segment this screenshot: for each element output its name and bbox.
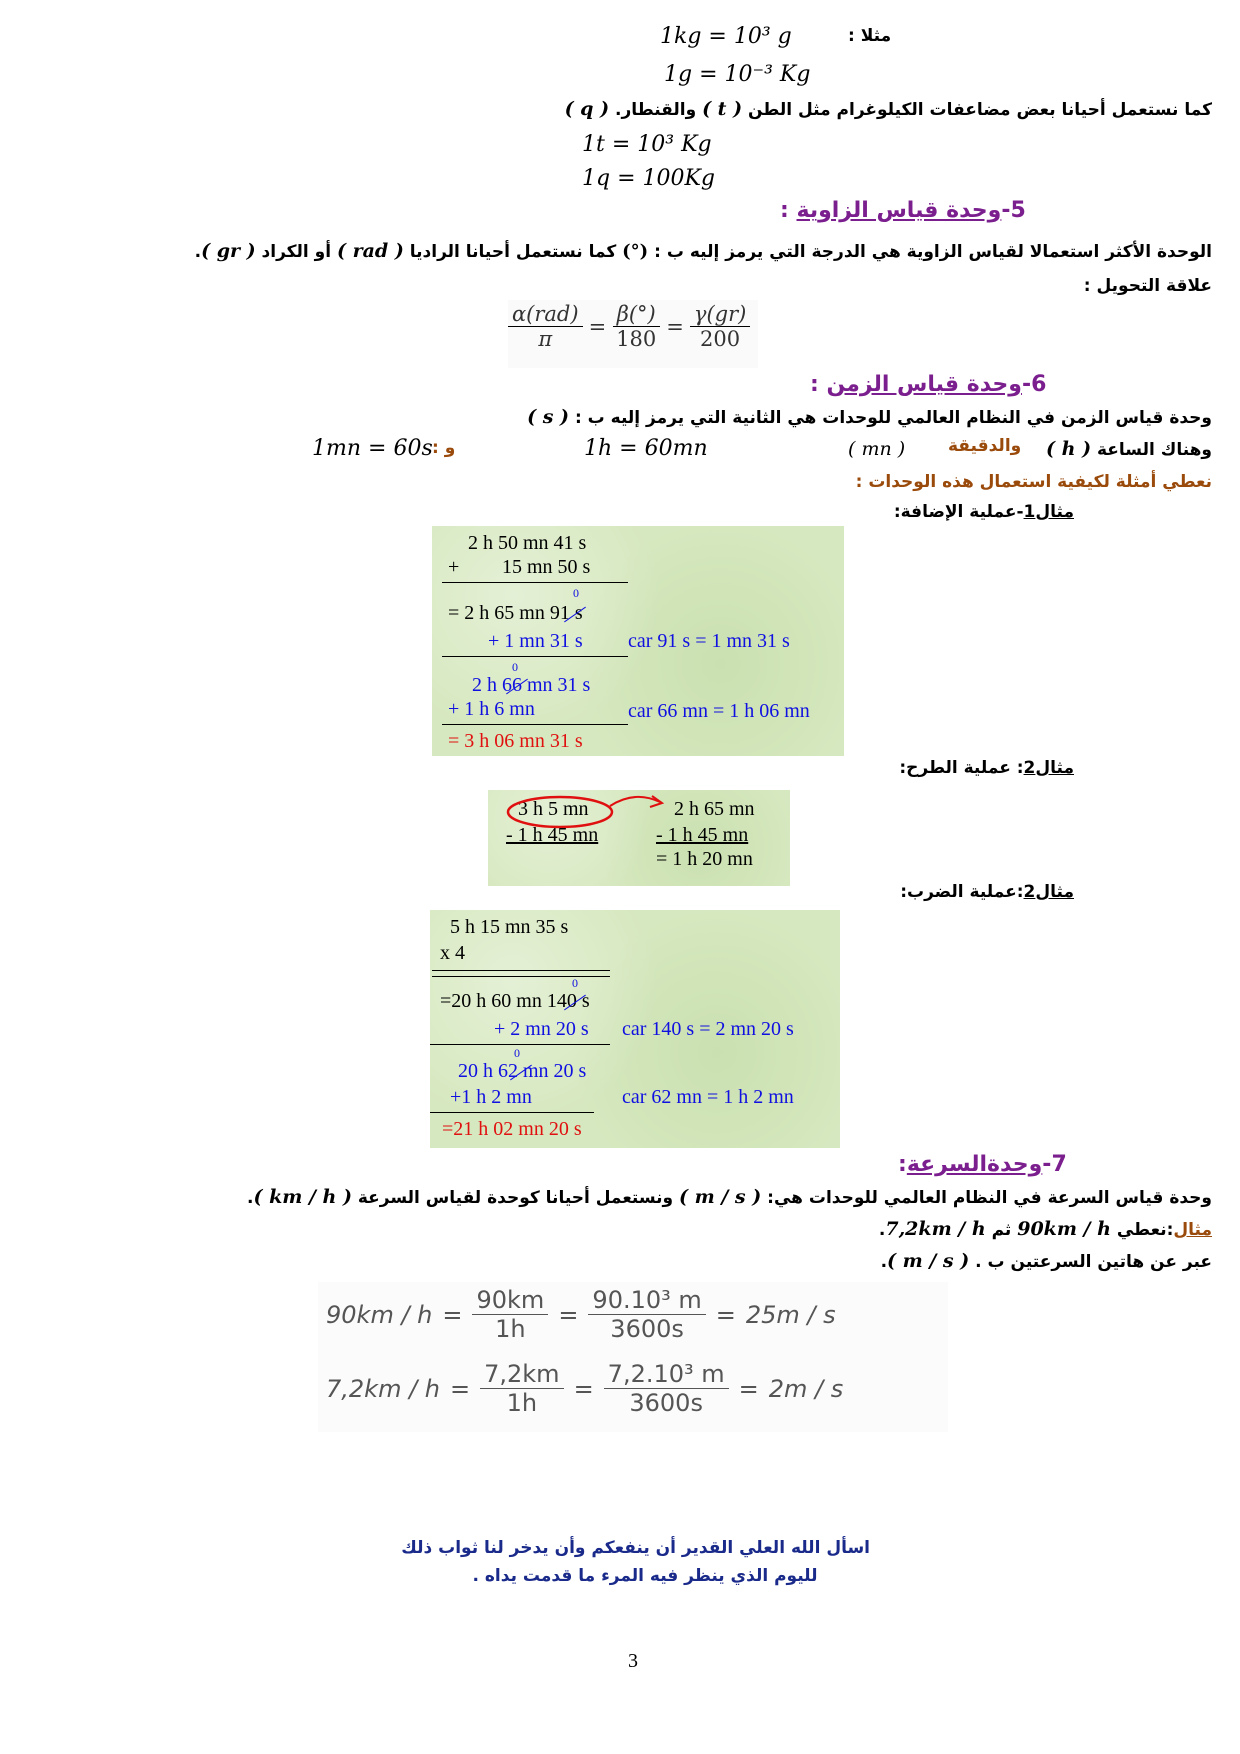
- example-label: مثلا :: [848, 26, 892, 46]
- page-number: 3: [628, 1650, 638, 1672]
- example2-heading: [899, 758, 1074, 778]
- gr-symbol: ( gr ): [201, 240, 256, 262]
- section-colon: :: [810, 372, 819, 397]
- subtraction-example-box: [488, 790, 790, 886]
- add-divider-3: [442, 724, 628, 725]
- speed-si-text: وحدة قياس السرعة في النظام العالمي للوحدات هي:: [767, 1188, 1212, 1208]
- mn-symbol: ( mn ): [848, 438, 906, 460]
- mul-divider-1: [432, 970, 610, 971]
- s-symbol: ( s ): [527, 406, 570, 428]
- h-symbol: ( h ): [1046, 438, 1092, 460]
- examples-intro: نعطي أمثلة لكيفية استعمال هذه الوحدات :: [855, 472, 1212, 492]
- add-divider-2: [442, 656, 628, 657]
- denominator: 180: [616, 327, 657, 351]
- mul-note-1: car 140 s = 2 mn 20 s: [622, 1018, 794, 1040]
- speed-conversion-formulas: [318, 1282, 948, 1432]
- minute-label: والدقيقة: [948, 436, 1022, 456]
- time-hour-line: [1046, 438, 1212, 460]
- mass-eq-g: 1g = 10⁻³ Kg: [664, 62, 811, 87]
- denominator: 1h: [506, 1389, 538, 1417]
- fraction-rad: [508, 302, 583, 351]
- numerator: γ(gr): [690, 302, 750, 327]
- mul-row-6: +1 h 2 mn: [450, 1086, 532, 1108]
- example3-heading: [900, 882, 1074, 902]
- example-word: مثال: [1173, 1220, 1212, 1240]
- section-number: 6-: [1021, 372, 1047, 397]
- angle-conversion-formula: $\frac{\text{α(rad)}}{\pi}$ = $\frac{\beta(^\circ)}{180}$ = $\frac{\gamma(gr)}{200}$: [508, 300, 758, 368]
- result: 25m / s: [745, 1300, 836, 1329]
- lhs: 90km / h: [326, 1300, 433, 1329]
- eq-hour-minutes: 1h = 60mn: [584, 436, 708, 461]
- add-note-1: car 91 s = 1 mn 31 s: [628, 630, 790, 652]
- speed-alt-text: ونستعمل أحيانا كوحدة لقياس السرعة: [357, 1188, 674, 1208]
- time-si-text: وحدة قياس الزمن في النظام العالمي للوحدات هي الثانية التي يرمز إليه ب :: [574, 408, 1212, 428]
- ms-symbol: ( m / s ): [679, 1186, 762, 1208]
- mass-eq-kg: 1kg = 10³ g: [660, 24, 792, 49]
- add-row-2-op: +: [448, 556, 460, 578]
- quintal-text: والقنطار.: [615, 100, 697, 120]
- speed-section-title: [898, 1152, 1067, 1177]
- then-word: ثم: [991, 1220, 1012, 1240]
- angle-units-line: الوحدة الأكثر استعمالا لقياس الزاوية هي الدرجة التي يرمز إليه ب : (°) كما نستعمل أحيانا الراديا ( rad ) أو الكراد ( gr ).: [194, 240, 1212, 262]
- time-si-line: [527, 406, 1212, 428]
- numerator: β(°): [613, 302, 660, 327]
- t-symbol: ( t ): [702, 98, 743, 120]
- hour-text: وهناك الساعة: [1097, 440, 1212, 460]
- ms-symbol-2: ( m / s ): [887, 1250, 970, 1272]
- lhs: 7,2km / h: [326, 1374, 440, 1403]
- q-symbol: ( q ): [564, 98, 610, 120]
- sub-result: = 1 h 20 mn: [656, 848, 753, 870]
- eq-minute-seconds: 1mn = 60s: [312, 436, 433, 461]
- speed-express-line: عبر عن هاتين السرعتين ب . ( m / s ).: [880, 1250, 1212, 1272]
- numerator: 7,2.10³ m: [604, 1360, 729, 1389]
- give-text: :نعطي: [1116, 1220, 1174, 1240]
- angle-text-b: كما نستعمل أحيانا الراديا: [409, 242, 617, 262]
- numerator: 90.10³ m: [588, 1286, 705, 1315]
- example1-heading: [894, 502, 1074, 522]
- multiplication-example-box: [430, 910, 840, 1148]
- carry-zero: 0: [514, 1046, 520, 1060]
- numerator: 90km: [472, 1286, 548, 1315]
- speed-value-2: 7,2km / h: [885, 1218, 986, 1240]
- section-number: 5-: [1001, 198, 1026, 223]
- add-note-2: car 66 mn = 1 h 06 mn: [628, 700, 810, 722]
- multiples-text: كما نستعمل أحيانا بعض مضاعفات الكيلوغرام مثل الطن: [747, 100, 1212, 120]
- add-row-5: 2 h 66 mn 31 s: [472, 674, 591, 696]
- formula-72kmh: 7,2km / h = $\frac{7,2km}{1h}$ = $\frac{\text{7,2.10³ m}}{3600s}$ = 2m / s: [326, 1360, 844, 1417]
- section-title-text: وحدة قياس الزمن: [826, 372, 1022, 397]
- add-row-6: + 1 h 6 mn: [448, 698, 535, 720]
- mul-row-3: =20 h 60 mn 140 s: [440, 990, 590, 1012]
- formula-90kmh: 90km / h = $\frac{90km}{1h}$ = $\frac{\text{90.10³ m}}{3600s}$ = 25m / s: [326, 1286, 836, 1343]
- kmh-symbol: ( km / h ): [253, 1186, 352, 1208]
- rad-symbol: ( rad ): [337, 240, 404, 262]
- section-colon: :: [898, 1152, 907, 1177]
- add-row-4: + 1 mn 31 s: [488, 630, 583, 652]
- mul-row-1: 5 h 15 mn 35 s: [450, 916, 569, 938]
- sub-left-1: 3 h 5 mn: [518, 798, 589, 820]
- example2-label: : عملية الطرح:: [899, 758, 1024, 778]
- mul-note-2: car 62 mn = 1 h 2 mn: [622, 1086, 794, 1108]
- denominator: 3600s: [610, 1315, 684, 1343]
- denominator: π: [538, 327, 553, 351]
- addition-example-box: [432, 526, 844, 756]
- mul-row-2: x 4: [440, 942, 465, 964]
- carry-zero: 0: [573, 586, 579, 600]
- sub-right-1: 2 h 65 mn: [674, 798, 755, 820]
- speed-value-1: 90km / h: [1017, 1218, 1111, 1240]
- mul-result: =21 h 02 mn 20 s: [442, 1118, 582, 1140]
- closing-line-1: اسأل الله العلي القدير أن ينفعكم وأن يدخر لنا ثواب ذلك: [401, 1538, 870, 1558]
- numerator: 7,2km: [480, 1360, 563, 1389]
- sub-left-2: - 1 h 45 mn: [506, 824, 599, 846]
- mass-multiples-line: [565, 98, 1212, 120]
- section-number: 7-: [1042, 1152, 1067, 1177]
- speed-example-line: مثال:نعطي 90km / h ثم 7,2km / h.: [878, 1218, 1212, 1240]
- time-section-title: [810, 372, 1046, 397]
- carry-zero: 0: [512, 660, 518, 674]
- add-row-2: 15 mn 50 s: [502, 556, 591, 578]
- sub-right-2: - 1 h 45 mn: [656, 824, 749, 846]
- example2-number: مثال2: [1023, 758, 1074, 778]
- add-result: = 3 h 06 mn 31 s: [448, 730, 583, 752]
- speed-si-line: وحدة قياس السرعة في النظام العالمي للوحدات هي: ( m / s ) ونستعمل أحيانا كوحدة لقياس السرعة ( km / h ).: [246, 1186, 1212, 1208]
- express-text: عبر عن هاتين السرعتين ب .: [975, 1252, 1212, 1272]
- example1-number: مثال1: [1023, 502, 1074, 522]
- mass-eq-t: 1t = 10³ Kg: [582, 132, 712, 157]
- denominator: 3600s: [629, 1389, 703, 1417]
- degree-symbol: (°): [622, 241, 649, 262]
- mul-divider-2: [430, 1044, 610, 1045]
- add-row-3: = 2 h 65 mn 91 s: [448, 602, 583, 624]
- fraction-gr: [690, 302, 750, 351]
- mul-divider-1b: [432, 976, 610, 977]
- and-label: و :: [432, 438, 456, 458]
- mul-row-4: + 2 mn 20 s: [494, 1018, 589, 1040]
- example3-number: مثال2: [1023, 882, 1074, 902]
- mass-eq-q: 1q = 100Kg: [582, 166, 716, 191]
- denominator: 1h: [495, 1315, 526, 1343]
- section-title-text: وحدةالسرعة: [906, 1152, 1043, 1177]
- section-colon: :: [780, 198, 789, 223]
- mul-divider-3: [430, 1112, 594, 1113]
- example3-label: :عملية الضرب:: [900, 882, 1024, 902]
- example1-label: -عملية الإضافة:: [893, 502, 1024, 522]
- conversion-label: علاقة التحويل :: [1083, 276, 1212, 296]
- mul-row-5: 20 h 62 mn 20 s: [458, 1060, 587, 1082]
- angle-section-title: [780, 198, 1026, 223]
- denominator: 200: [700, 327, 741, 351]
- section-title-text: وحدة قياس الزاوية: [796, 198, 1002, 223]
- add-divider-1: [442, 582, 628, 583]
- result: 2m / s: [768, 1374, 844, 1403]
- closing-line-2: لليوم الذي ينظر فيه المرء ما قدمت يداه .: [472, 1566, 818, 1586]
- add-row-1: 2 h 50 mn 41 s: [468, 532, 587, 554]
- fraction-deg: [612, 302, 660, 351]
- numerator: α(rad): [508, 302, 583, 327]
- angle-text-a: الوحدة الأكثر استعمالا لقياس الزاوية هي الدرجة التي يرمز إليه ب :: [654, 242, 1212, 262]
- carry-zero: 0: [572, 976, 578, 990]
- angle-text-c: أو الكراد: [261, 242, 332, 262]
